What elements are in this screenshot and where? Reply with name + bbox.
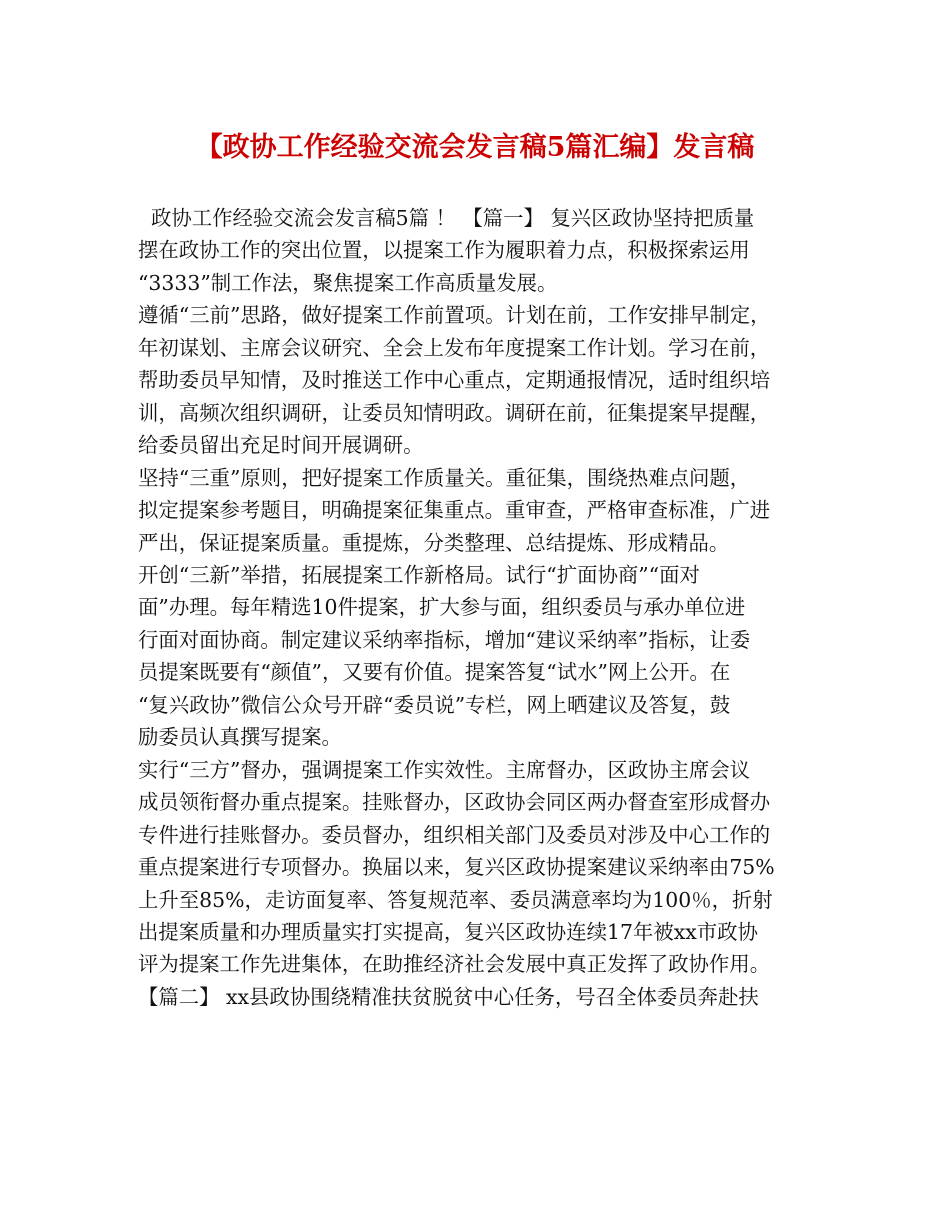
body-line: 年初谋划、主席会议研究、全会上发布年度提案工作计划。学习在前，	[138, 335, 771, 360]
body-line: 评为提案工作先进集体，在助推经济社会发展中真正发挥了政协作用。	[138, 952, 771, 977]
body-line: 励委员认真撰写提案。	[138, 725, 342, 750]
body-line: 遵循“三前”思路，做好提案工作前置项。计划在前，工作安排早制定，	[138, 303, 771, 328]
body-line: 给委员留出充足时间开展调研。	[138, 433, 424, 458]
body-line: 出提案质量和办理质量实打实提高，复兴区政协连续17年被xx市政协	[138, 919, 758, 944]
document-title: 【政协工作经验交流会发言稿5篇汇编】发言稿	[195, 132, 755, 163]
body-line: 训，高频次组织调研，让委员知情明政。调研在前，征集提案早提醒，	[138, 400, 771, 425]
body-line: 【篇二】 xx县政协围绕精准扶贫脱贫中心任务，号召全体委员奔赴扶	[138, 984, 759, 1009]
body-line: 政协工作经验交流会发言稿5篇 ！ 【篇一】 复兴区政协坚持把质量	[138, 206, 755, 230]
body-line: “3333”制工作法，聚焦提案工作高质量发展。	[138, 270, 558, 295]
body-line: 成员领衔督办重点提案。挂账督办，区政协会同区两办督查室形成督办	[138, 790, 771, 815]
body-line: 帮助委员早知情，及时推送工作中心重点，定期通报情况，适时组织培	[138, 368, 771, 393]
body-line: 专件进行挂账督办。委员督办，组织相关部门及委员对涉及中心工作的	[138, 822, 771, 847]
body-line: 严出，保证提案质量。重提炼，分类整理、总结提炼、形成精品。	[138, 530, 730, 555]
body-line: 开创“三新”举措，拓展提案工作新格局。试行“扩面协商”“面对	[138, 562, 700, 587]
body-line: 摆在政协工作的突出位置，以提案工作为履职着力点，积极探索运用	[138, 238, 750, 263]
body-line: 坚持“三重”原则，把好提案工作质量关。重征集，围绕热难点问题，	[138, 465, 751, 490]
document-body	[138, 202, 822, 1013]
body-line: “复兴政协”微信公众号开辟“委员说”专栏，网上晒建议及答复，鼓	[138, 692, 731, 717]
body-line: 上升至85%，走访面复率、答复规范率、委员满意率均为100％，折射	[138, 887, 773, 912]
body-line: 实行“三方”督办，强调提案工作实效性。主席督办，区政协主席会议	[138, 757, 751, 782]
body-line: 面”办理。每年精选10件提案，扩大参与面，组织委员与承办单位进	[138, 595, 746, 620]
body-line: 行面对面协商。制定建议采纳率指标，增加“建议采纳率”指标，让委	[138, 627, 751, 652]
body-line: 重点提案进行专项督办。换届以来，复兴区政协提案建议采纳率由75%	[138, 855, 775, 880]
body-line: 拟定提案参考题目，明确提案征集重点。重审查，严格审查标准，广进	[138, 498, 771, 523]
body-line: 员提案既要有“颜值”，又要有价值。提案答复“试水”网上公开。在	[138, 660, 731, 685]
